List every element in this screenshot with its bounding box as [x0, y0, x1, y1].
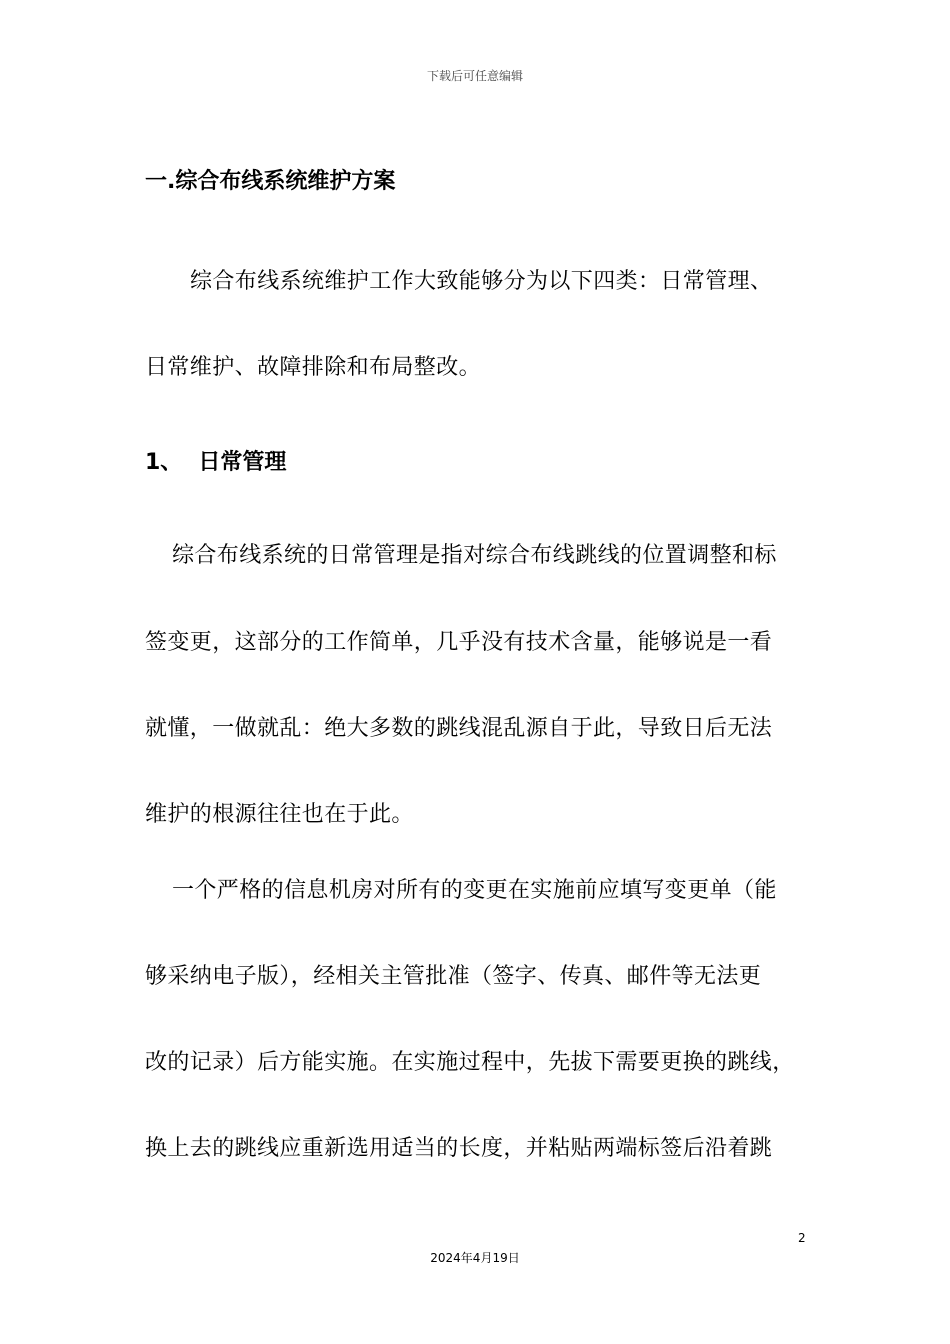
paragraph-line: 就懂，一做就乱：绝大多数的跳线混乱源自于此，导致日后无法: [145, 716, 773, 741]
section-number: 1、: [145, 450, 183, 475]
footer-date: 2024年4月19日: [430, 1251, 520, 1265]
paragraph-line: 综合布线系统的日常管理是指对综合布线跳线的位置调整和标: [172, 543, 777, 568]
paragraph-line: 改的记录）后方能实施。在实施过程中，先拔下需要更换的跳线，: [145, 1050, 795, 1075]
intro-line: 综合布线系统维护工作大致能够分为以下四类：日常管理、: [190, 269, 773, 294]
paragraph-line: 维护的根源往往也在于此。: [145, 802, 414, 827]
section-heading: [145, 445, 286, 476]
paragraph-line: 换上去的跳线应重新选用适当的长度，并粘贴两端标签后沿着跳: [145, 1136, 773, 1161]
document-title: 一.综合布线系统维护方案: [145, 169, 396, 194]
page-number: 2: [798, 1231, 806, 1245]
paragraph-line: 签变更，这部分的工作简单，几乎没有技术含量，能够说是一看: [145, 630, 773, 655]
intro-line: 日常维护、故障排除和布局整改。: [145, 355, 482, 380]
header-note: 下载后可任意编辑: [426, 69, 523, 83]
section-title: 日常管理: [198, 450, 287, 475]
paragraph-line: 一个严格的信息机房对所有的变更在实施前应填写变更单（能: [172, 878, 777, 903]
paragraph-line: 够采纳电子版），经相关主管批准（签字、传真、邮件等无法更: [145, 964, 762, 989]
